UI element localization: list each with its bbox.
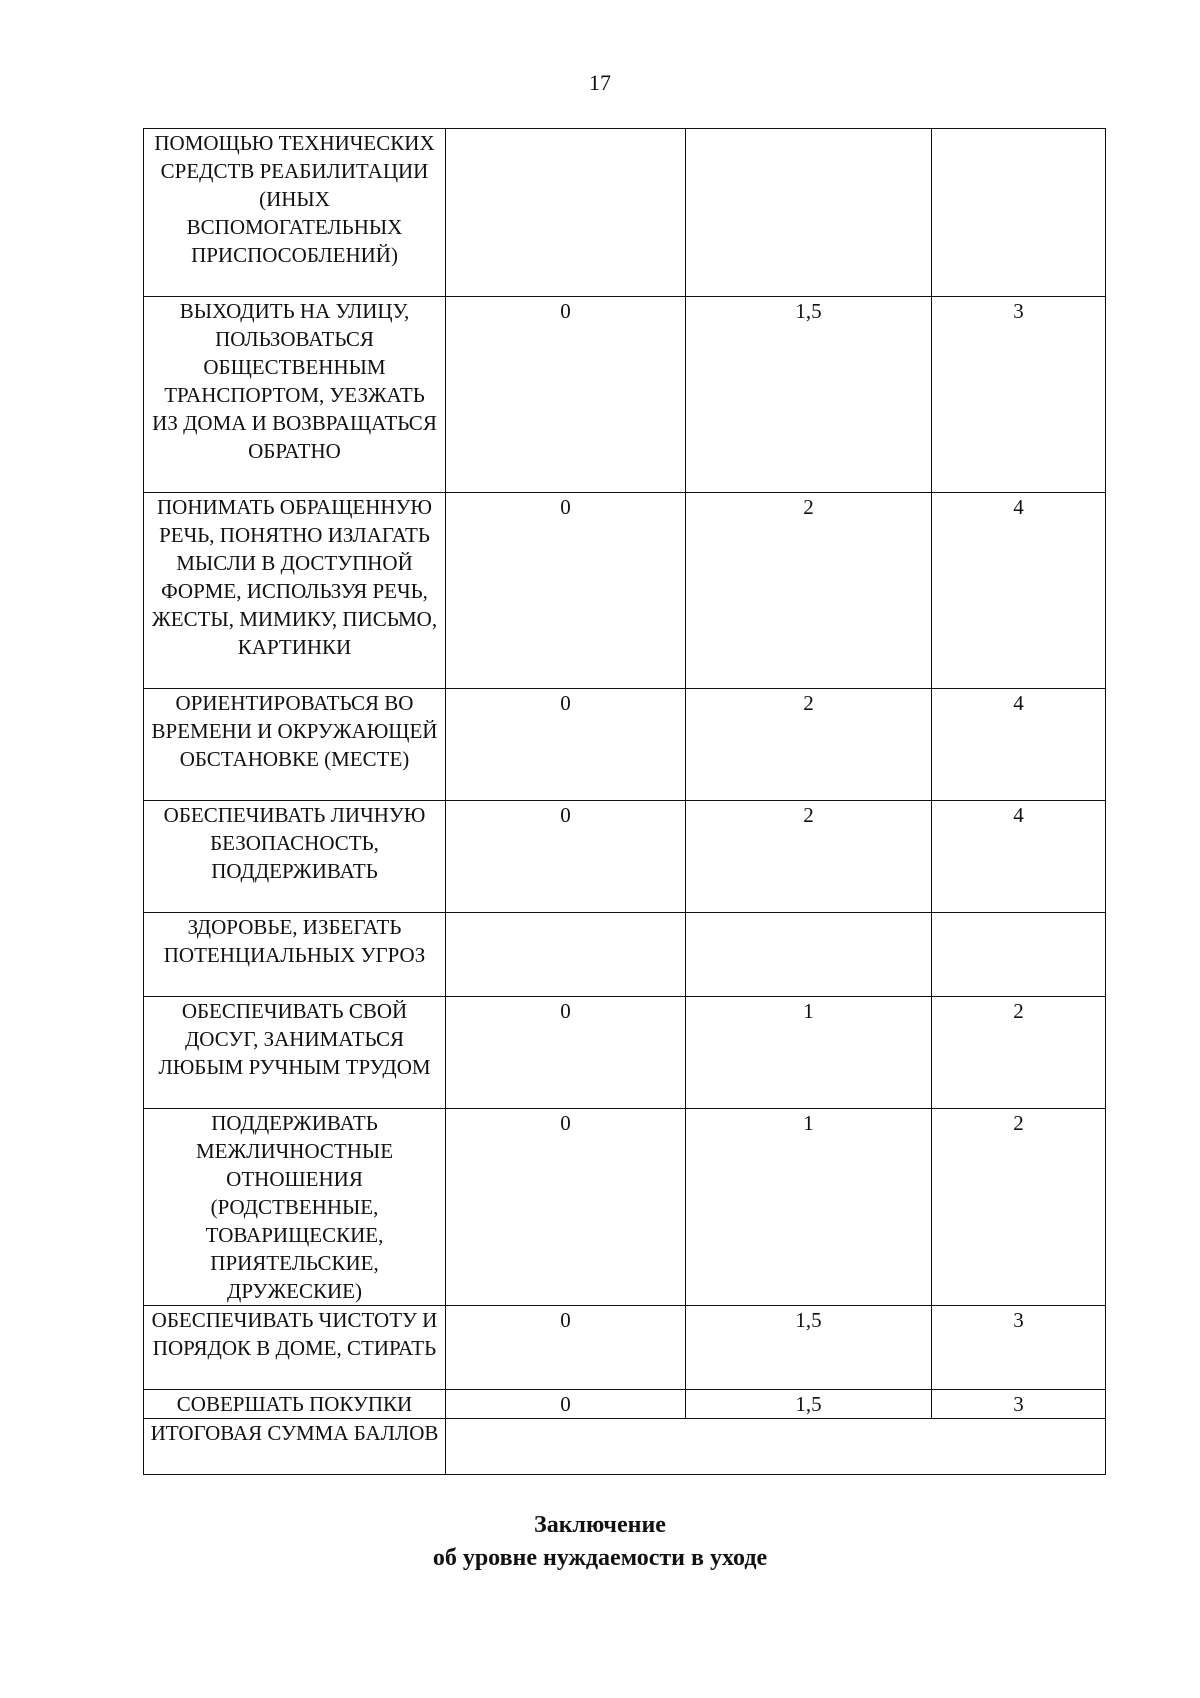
activity-cell: СОВЕРШАТЬ ПОКУПКИ: [144, 1390, 446, 1419]
score-cell: 4: [932, 689, 1106, 801]
page-number: 17: [589, 70, 611, 95]
assessment-table: [143, 128, 1106, 1475]
score-cell: 0: [446, 1109, 686, 1306]
score-cell: [446, 129, 686, 297]
score-cell: 2: [686, 493, 932, 689]
activity-cell: ЗДОРОВЬЕ, ИЗБЕГАТЬ ПОТЕНЦИАЛЬНЫХ УГРОЗ: [144, 913, 446, 997]
score-cell: 4: [932, 801, 1106, 913]
table-row: [144, 913, 1106, 997]
score-cell: 0: [446, 689, 686, 801]
conclusion-subtitle: об уровне нуждаемости в уходе: [432, 1545, 768, 1571]
total-value-cell: [446, 1419, 1106, 1475]
table-row: [144, 129, 1106, 297]
score-cell: 1,5: [686, 297, 932, 493]
activity-cell: ПОНИМАТЬ ОБРАЩЕННУЮ РЕЧЬ, ПОНЯТНО ИЗЛАГАТЬ МЫСЛИ В ДОСТУПНОЙ ФОРМЕ, ИСПОЛЬЗУЯ РЕЧЬ, ЖЕСТЫ, МИМИКУ, ПИСЬМО, КАРТИНКИ: [144, 493, 446, 689]
score-cell: [446, 913, 686, 997]
score-cell: 1: [686, 1109, 932, 1306]
table-row: [144, 1306, 1106, 1390]
score-cell: 3: [932, 1306, 1106, 1390]
score-cell: 1,5: [686, 1306, 932, 1390]
conclusion-title: Заключение: [534, 1512, 666, 1538]
table-row: [144, 1390, 1106, 1419]
score-cell: 0: [446, 801, 686, 913]
activity-cell: ПОДДЕРЖИВАТЬ МЕЖЛИЧНОСТНЫЕ ОТНОШЕНИЯ (РОДСТВЕННЫЕ, ТОВАРИЩЕСКИЕ, ПРИЯТЕЛЬСКИЕ, ДРУЖЕСКИЕ): [144, 1109, 446, 1306]
table-row: [144, 297, 1106, 493]
score-cell: 3: [932, 1390, 1106, 1419]
score-cell: 0: [446, 997, 686, 1109]
score-cell: [686, 913, 932, 997]
score-cell: 0: [446, 1390, 686, 1419]
activity-cell: ОРИЕНТИРОВАТЬСЯ ВО ВРЕМЕНИ И ОКРУЖАЮЩЕЙ ОБСТАНОВКЕ (МЕСТЕ): [144, 689, 446, 801]
score-cell: 3: [932, 297, 1106, 493]
table-row: [144, 997, 1106, 1109]
score-cell: 0: [446, 493, 686, 689]
score-cell: 1: [686, 997, 932, 1109]
score-cell: 2: [686, 801, 932, 913]
total-row: [144, 1419, 1106, 1475]
score-cell: 0: [446, 1306, 686, 1390]
score-cell: 2: [932, 997, 1106, 1109]
score-cell: 0: [446, 297, 686, 493]
activity-cell: ВЫХОДИТЬ НА УЛИЦУ, ПОЛЬЗОВАТЬСЯ ОБЩЕСТВЕННЫМ ТРАНСПОРТОМ, УЕЗЖАТЬ ИЗ ДОМА И ВОЗВРАЩАТЬСЯ ОБРАТНО: [144, 297, 446, 493]
activity-cell: ОБЕСПЕЧИВАТЬ ЛИЧНУЮ БЕЗОПАСНОСТЬ, ПОДДЕРЖИВАТЬ: [144, 801, 446, 913]
table-row: [144, 493, 1106, 689]
score-cell: [932, 913, 1106, 997]
score-cell: 1,5: [686, 1390, 932, 1419]
activity-cell: ОБЕСПЕЧИВАТЬ ЧИСТОТУ И ПОРЯДОК В ДОМЕ, СТИРАТЬ: [144, 1306, 446, 1390]
score-cell: [686, 129, 932, 297]
total-label-cell: ИТОГОВАЯ СУММА БАЛЛОВ: [144, 1419, 446, 1475]
table-row: [144, 689, 1106, 801]
table-row: [144, 1109, 1106, 1306]
score-cell: [932, 129, 1106, 297]
score-cell: 2: [686, 689, 932, 801]
score-cell: 2: [932, 1109, 1106, 1306]
score-cell: 4: [932, 493, 1106, 689]
activity-cell: ПОМОЩЬЮ ТЕХНИЧЕСКИХ СРЕДСТВ РЕАБИЛИТАЦИИ (ИНЫХ ВСПОМОГАТЕЛЬНЫХ ПРИСПОСОБЛЕНИЙ): [144, 129, 446, 297]
table-row: [144, 801, 1106, 913]
activity-cell: ОБЕСПЕЧИВАТЬ СВОЙ ДОСУГ, ЗАНИМАТЬСЯ ЛЮБЫМ РУЧНЫМ ТРУДОМ: [144, 997, 446, 1109]
